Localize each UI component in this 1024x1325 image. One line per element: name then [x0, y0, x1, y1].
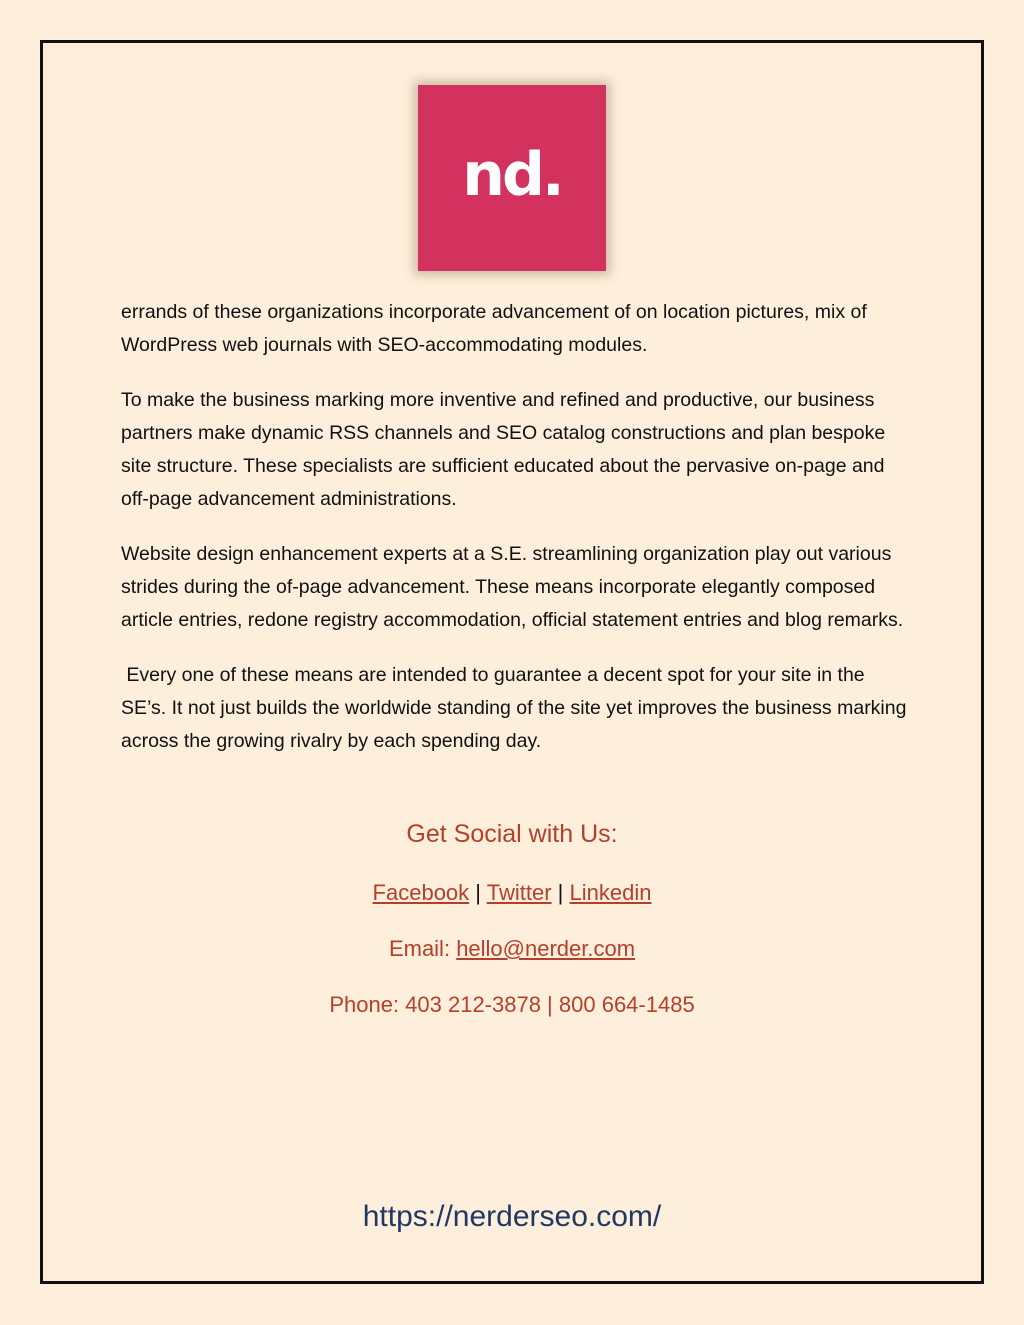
paragraph-1: errands of these organizations incorporate advancement of on location pictures, mix of WordPress web journals with SEO-accommodating modules.	[121, 301, 867, 356]
article-body	[121, 296, 911, 780]
separator: |	[475, 880, 482, 905]
footer-url[interactable]: https://nerderseo.com/	[362, 1200, 662, 1233]
phone-line: Phone: 403 212-3878 | 800 664-1485	[329, 992, 695, 1017]
email-label: Email:	[388, 936, 457, 961]
twitter-link[interactable]: Twitter	[486, 880, 552, 905]
linkedin-link[interactable]: Linkedin	[569, 880, 652, 905]
paragraph-2: To make the business marking more inventive and refined and productive, our business partners make dynamic RSS channels and SEO catalog constructions and plan bespoke site structure. These specialists are sufficient educated about the pervasive on-page and off-page advancement administrations.	[121, 389, 886, 510]
facebook-link[interactable]: Facebook	[372, 880, 470, 905]
social-links	[0, 880, 1024, 906]
email-line	[0, 936, 1024, 962]
logo-text: nd.	[462, 140, 562, 210]
paragraph-3: Website design enhancement experts at a S.E. streamlining organization play out various strides during the of-page advancement. These means incorporate elegantly composed article entries, redone registry accommodation, official statement entries and blog remarks.	[121, 543, 904, 631]
email-link[interactable]: hello@nerder.com	[456, 936, 636, 961]
nd-logo	[418, 85, 606, 271]
social-heading: Get Social with Us:	[406, 820, 618, 848]
paragraph-4: Every one of these means are intended to guarantee a decent spot for your site in the SE’s. It not just builds the worldwide standing of the site yet improves the business marking across the growing rivalry by each spending day.	[121, 664, 912, 752]
separator: |	[557, 880, 564, 905]
